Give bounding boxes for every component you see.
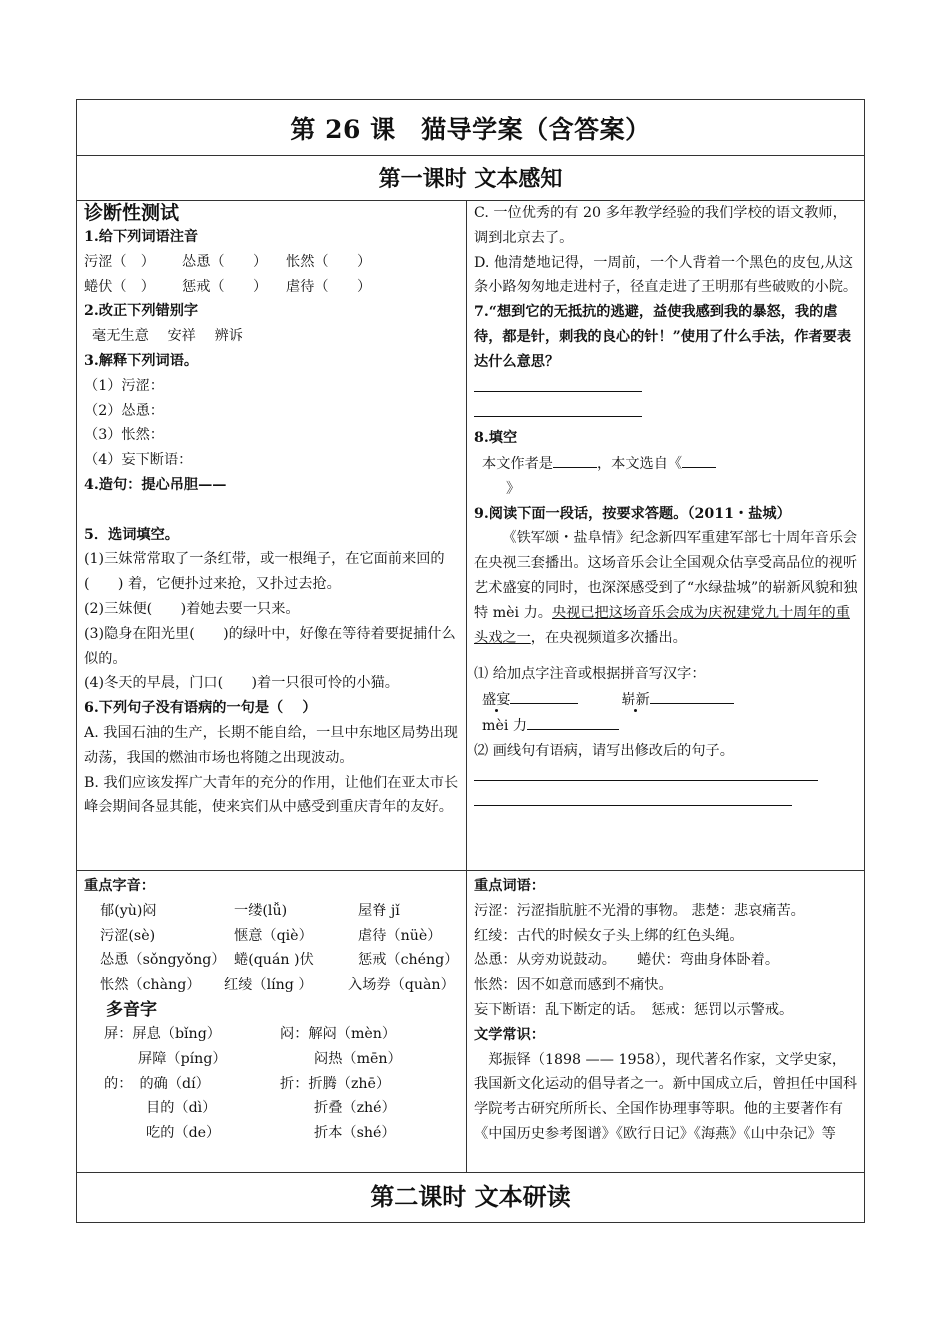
poly-item: 吃的（de） <box>146 1125 221 1142</box>
pron-item: 怂恿（sǒngyǒng） <box>100 952 226 969</box>
pron-item: 入场券（quàn） <box>348 977 455 994</box>
q1-word: 虐待（ ） <box>286 278 372 295</box>
answer-blank[interactable] <box>474 764 818 781</box>
row-divider <box>77 870 864 871</box>
q3-item: （1）污涩： <box>84 377 164 394</box>
q1-row-1 <box>84 250 462 275</box>
question-7: 7.“想到它的无抵抗的逃避，益使我感到我的暴怒，我的虐待，都是针，刺我的良心的针！”使用了什么手法，作者要表达什么意思？ <box>474 304 852 370</box>
pron-item: 屋脊 jǐ <box>358 902 400 919</box>
vocab-line: 怂恿：从旁劝说鼓动。 蜷伏：弯曲身体卧着。 <box>474 952 780 969</box>
poly-item: 闷：解闷（mèn） <box>280 1025 397 1042</box>
pron-item: 惩戒（chéng） <box>358 952 459 969</box>
diagnostic-test-cell <box>84 201 462 869</box>
question-2: 2.改正下列错别字 <box>84 303 199 320</box>
literature-heading: 文学常识： <box>474 1026 545 1043</box>
q3-item: （2）怂恿： <box>84 402 164 419</box>
pron-item: 蜷(quán )伏 <box>234 952 314 969</box>
poly-item: 折本（shé） <box>314 1125 396 1142</box>
poly-row <box>84 1121 462 1146</box>
pinyin-blank[interactable] <box>510 687 578 704</box>
column-divider <box>466 200 467 1173</box>
q9-passage <box>474 526 858 650</box>
q9-mei-row <box>474 713 858 739</box>
pron-item: 怅然（chàng） <box>100 977 201 994</box>
q3-item: （4）妄下断语： <box>84 452 193 469</box>
page-title: 第 26 课 猫导学案（含答案） <box>290 115 651 144</box>
answer-blank[interactable] <box>474 789 792 806</box>
section-title: 第一课时 文本感知 <box>378 166 563 192</box>
question-1: 1.给下列词语注音 <box>84 229 199 245</box>
question-6: 6.下列句子没有语病的一句是（ ） <box>84 700 317 717</box>
q9-word-new: 崭新 <box>621 692 650 709</box>
vocabulary-heading: 重点词语： <box>474 878 545 894</box>
question-8: 8.填空 <box>474 430 518 447</box>
pronunciation-cell <box>84 874 462 1170</box>
q6-option-d: D. 他清楚地记得，一周前，一个人背着一个黑色的皮包,从这条小路匆匆地走进村子，径直走进了王明那有些破败的小院。 <box>474 254 858 296</box>
q2-words: 毫无生意 安祥 辨诉 <box>92 328 243 345</box>
pron-item: 郁(yù)闷 <box>100 902 157 919</box>
poly-row <box>84 1047 462 1072</box>
vocab-line: 红绫：古代的时候女子头上绑的红色头绳。 <box>474 927 744 944</box>
poly-item: 折：折腾（zhē） <box>280 1075 391 1092</box>
pron-item: 虐待（nüè） <box>358 927 442 944</box>
author-blank[interactable] <box>553 451 597 468</box>
pronunciation-heading: 重点字音： <box>84 878 155 894</box>
poly-item: 屏：屏息（bǐng） <box>104 1025 221 1042</box>
poly-item: 目的（dì） <box>146 1100 217 1117</box>
poly-item: 的： 的确（dí） <box>104 1075 210 1092</box>
q9-sub-2: ⑵ 画线句有语病，请写出修改后的句子。 <box>474 742 734 759</box>
second-lesson-title: 第二课时 文本研读 <box>370 1182 571 1211</box>
pron-row <box>84 948 462 973</box>
q9-word-charm: mèi 力 <box>482 717 528 734</box>
pron-item: 红绫（líng ） <box>224 977 313 994</box>
q8-author-label: 本文作者是 <box>482 455 553 472</box>
hanzi-blank[interactable] <box>527 713 619 730</box>
pinyin-blank[interactable] <box>650 687 734 704</box>
source-blank[interactable] <box>682 451 716 468</box>
q9-words-row <box>474 687 858 713</box>
subtitle-row <box>77 155 864 201</box>
q5-item: (1)三妹常常取了一条红带，或一根绳子，在它面前来回的( ) 着，它便扑过来抢，又扑过去抢。 <box>84 551 445 593</box>
vocab-line: 妄下断语：乱下断定的话。 惩戒：惩罚以示警戒。 <box>474 1001 794 1018</box>
question-4: 4.造句：提心吊胆—— <box>84 476 227 493</box>
vocabulary-cell <box>474 874 860 1170</box>
question-9: 9.阅读下面一段话，按要求答题。（2011・盐城） <box>474 505 791 522</box>
q1-word: 污涩（ ） <box>84 253 155 270</box>
answer-blank[interactable] <box>474 400 642 417</box>
q1-word: 怅然（ ） <box>286 253 372 270</box>
questions-right-cell <box>474 201 858 869</box>
polyphone-heading: 多音字 <box>106 999 157 1020</box>
question-3: 3.解释下列词语。 <box>84 352 199 369</box>
q6-option-b: B. 我们应该发挥广大青年的充分的作用，让他们在亚太市长峰会期间各显其能，使来宾们从中感受到重庆青年的友好。 <box>84 774 459 816</box>
pron-row <box>84 899 462 924</box>
q9-word-feast: 盛宴 <box>482 692 511 709</box>
q9-passage-tail: ，在央视频道多次播出。 <box>530 629 687 646</box>
q8-close: 》 <box>506 480 521 497</box>
q8-fill-line <box>474 451 858 477</box>
q5-item: (4)冬天的早晨，门口( )着一只很可怜的小猫。 <box>84 675 399 692</box>
vocab-line: 怅然：因不如意而感到不痛快。 <box>474 977 673 994</box>
q1-word: 惩戒（ ） <box>182 278 268 295</box>
q9-sub-1: ⑴ 给加点字注音或根据拼音写汉字： <box>474 666 706 683</box>
q5-item: (2)三妹便( )着她去要一只来。 <box>84 600 300 617</box>
q1-word: 蜷伏（ ） <box>84 278 155 295</box>
question-5: 5．选词填空。 <box>84 526 179 543</box>
diagnostic-heading: 诊断性测试 <box>84 202 180 224</box>
poly-item: 折叠（zhé） <box>314 1100 396 1117</box>
pron-item: 污涩(sè) <box>100 927 156 944</box>
q9-underlined-sentence: 央视已把这场音乐会成为庆祝建党九十周年的重头戏之一 <box>474 604 850 646</box>
vocab-line: 污涩：污涩指肮脏不光滑的事物。 悲楚：悲哀痛苦。 <box>474 902 805 919</box>
q5-item: (3)隐身在阳光里( )的绿叶中，好像在等待着要捉捕什么似的。 <box>84 625 456 667</box>
q6-option-c: C. 一位优秀的有 20 多年教学经验的我们学校的语文教师，调到北京去了。 <box>474 205 847 246</box>
answer-blank[interactable] <box>474 375 642 392</box>
poly-item: 闷热（mēn） <box>314 1050 402 1067</box>
pron-item: 一缕(lǚ) <box>234 902 288 919</box>
pron-row <box>84 973 462 998</box>
q9-passage-text: 《铁军颂・盐阜情》纪念新四军重建军部七十周年音乐会在央视三套播出。这场音乐会让全国观众估享受高品位的视听艺术盛宴的同时，也深深感受到了“水绿盐城”的崭新风貌和独特 mèi 力。 <box>474 530 858 621</box>
pron-item: 惬意（qiè） <box>234 927 313 944</box>
poly-item: 屏障（píng） <box>138 1050 227 1067</box>
q6-option-a: A. 我国石油的生产，长期不能自给，一旦中东地区局势出现动荡，我国的燃油市场也将随之出现波动。 <box>84 724 458 766</box>
poly-row <box>84 1072 462 1097</box>
poly-row <box>84 1096 462 1121</box>
title-row <box>77 100 864 156</box>
q8-source-label: ，本文选自《 <box>596 455 683 472</box>
literature-text: 郑振铎（1898 —— 1958），现代著名作家，文学史家，我国新文化运动的倡导者之一。新中国成立后，曾担任中国科学院考古研究所所长、全国作协理事等职。他的主要著作有《中国历史参考图谱》《欧行日记》《海燕》《山中杂记》等 <box>474 1051 858 1142</box>
pron-row <box>84 924 462 949</box>
q1-word: 怂恿（ ） <box>182 253 268 270</box>
q3-item: （3）怅然： <box>84 427 164 444</box>
q1-row-2 <box>84 275 462 300</box>
poly-row <box>84 1022 462 1047</box>
worksheet-table <box>76 99 865 1223</box>
